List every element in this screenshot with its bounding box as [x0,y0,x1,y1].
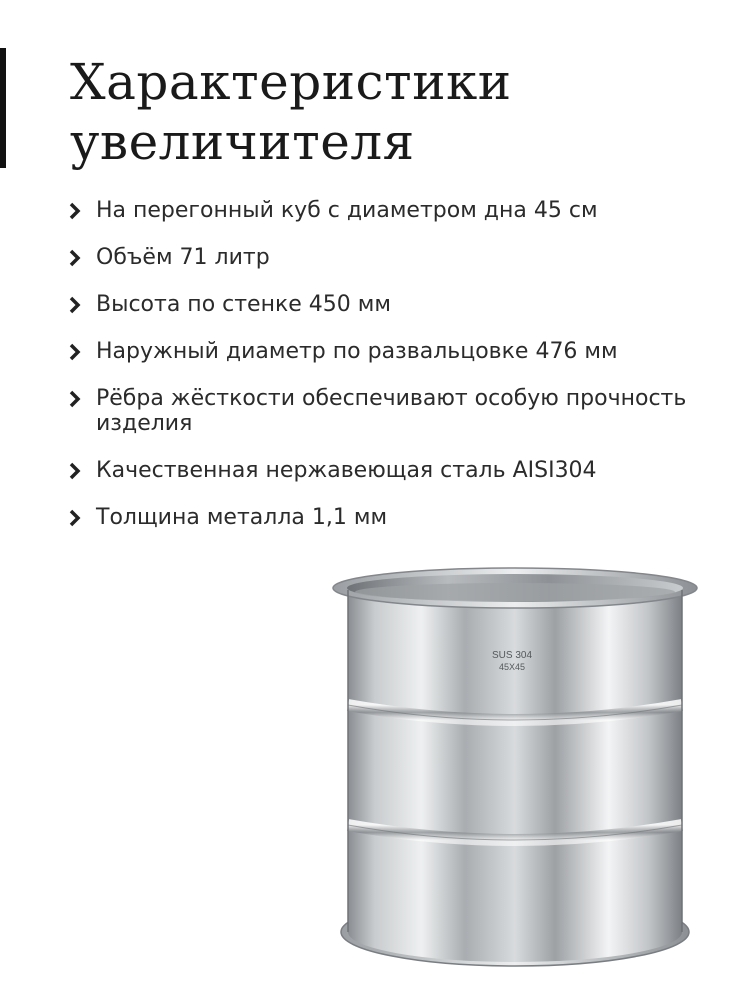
page-title-line-1: Характеристики [70,53,512,111]
product-image [320,560,710,990]
product-stamp-line-2: 45X45 [498,662,526,672]
feature-text: Высота по стенке 450 мм [96,292,391,317]
chevron-right-icon [68,292,86,317]
feature-list [68,198,708,552]
feature-text: Толщина металла 1,1 мм [96,505,388,530]
chevron-right-icon [68,245,86,270]
product-stamp-line-1: SUS 304 [491,650,533,661]
feature-item [68,198,708,223]
chevron-right-icon [68,458,86,483]
feature-text: Объём 71 литр [96,245,270,270]
feature-item [68,339,708,364]
feature-text: На перегонный куб с диаметром дна 45 см [96,198,598,223]
feature-text: Качественная нержавеющая сталь AISI304 [96,458,597,483]
feature-text: Рёбра жёсткости обеспечивают особую прочность изделия [96,386,687,436]
accent-bar [0,48,6,168]
chevron-right-icon [68,505,86,530]
chevron-right-icon [68,198,86,223]
page-title [70,52,512,172]
feature-item [68,458,708,483]
page-title-line-2: увеличителя [70,113,415,171]
feature-item [68,292,708,317]
feature-item [68,505,708,530]
feature-item [68,386,708,436]
chevron-right-icon [68,386,86,411]
feature-item [68,245,708,270]
chevron-right-icon [68,339,86,364]
feature-text: Наружный диаметр по развальцовке 476 мм [96,339,618,364]
